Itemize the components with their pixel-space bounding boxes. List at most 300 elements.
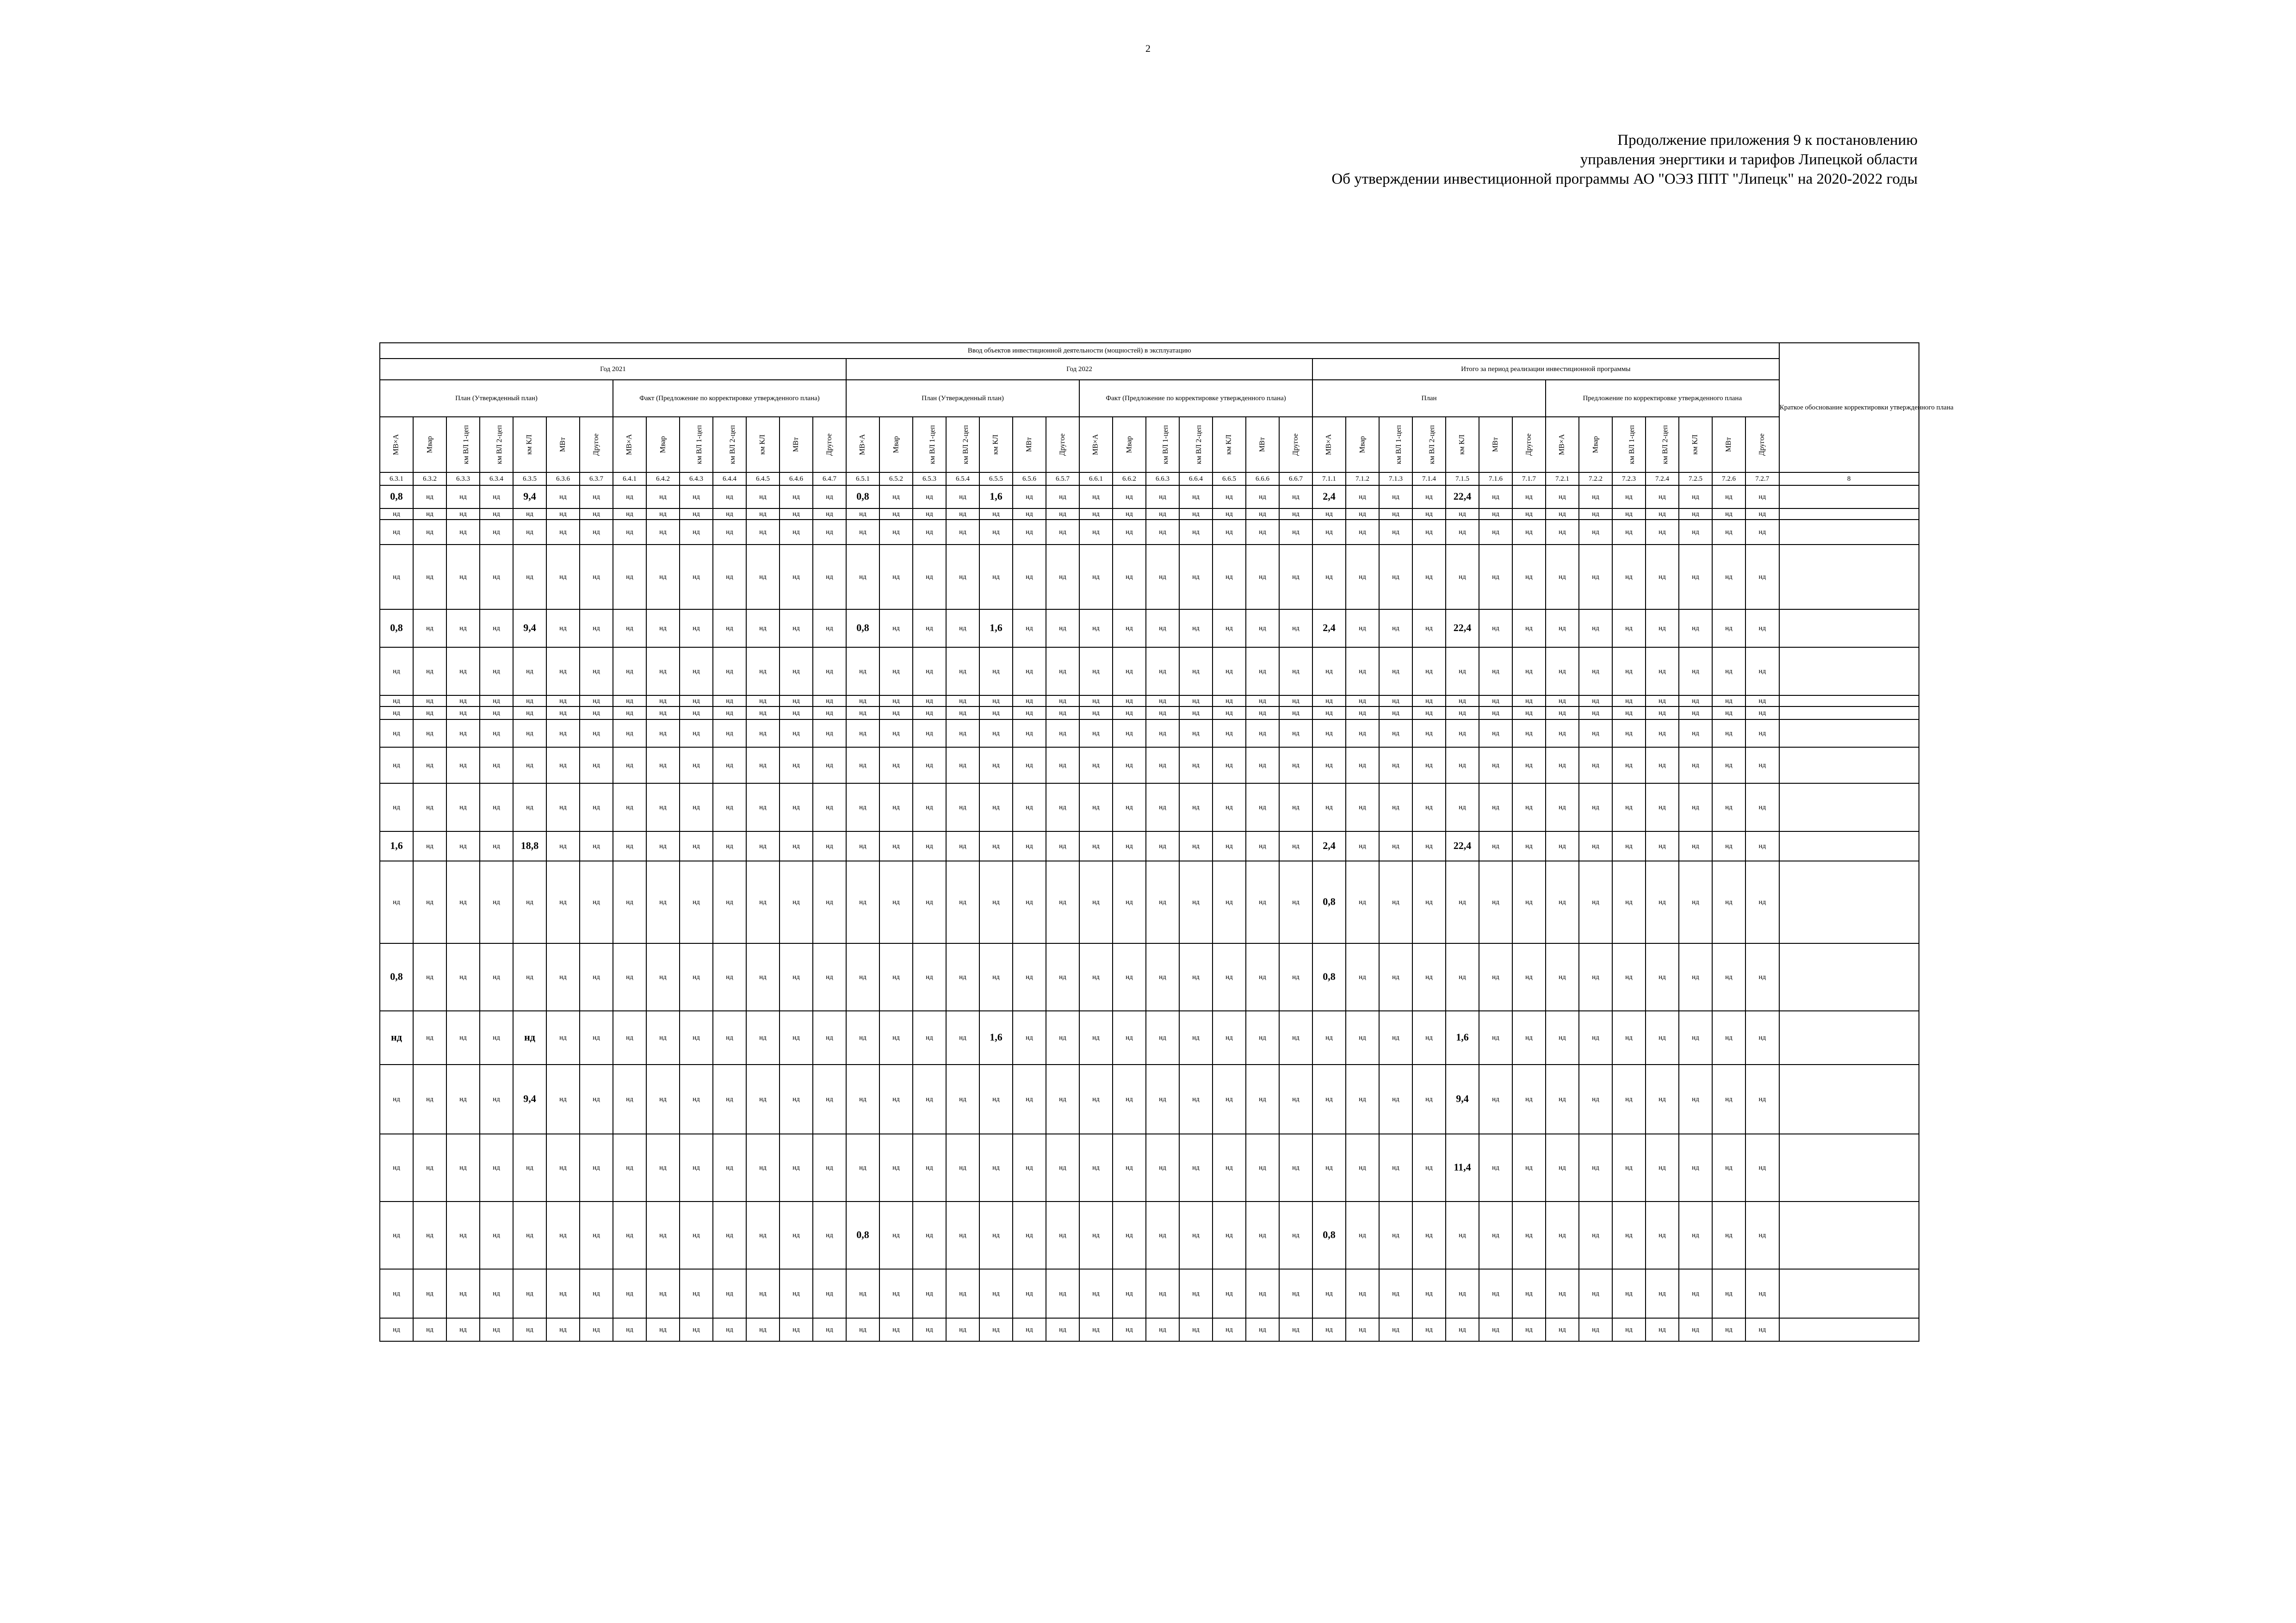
table-cell: нд xyxy=(1312,545,1346,609)
table-cell: нд xyxy=(1213,1269,1246,1318)
table-cell: нд xyxy=(946,747,979,783)
table-cell: нд xyxy=(1512,695,1546,706)
column-index-cell: 6.6.3 xyxy=(1146,472,1179,485)
table-cell: нд xyxy=(1679,719,1712,747)
table-cell: нд xyxy=(1546,831,1579,861)
table-cell: нд xyxy=(1612,719,1646,747)
table-cell: нд xyxy=(1146,1134,1179,1202)
table-cell: нд xyxy=(580,1134,613,1202)
table-cell: нд xyxy=(1679,545,1712,609)
table-cell: нд xyxy=(1479,647,1512,695)
table-cell: нд xyxy=(713,1202,746,1269)
table-cell: нд xyxy=(613,508,646,520)
table-cell: нд xyxy=(1046,861,1079,943)
table-cell: нд xyxy=(446,783,480,831)
unit-label: км КЛ xyxy=(525,434,533,455)
table-cell: нд xyxy=(1046,695,1079,706)
table-cell: нд xyxy=(713,609,746,647)
table-cell: нд xyxy=(1579,783,1612,831)
table-cell: нд xyxy=(1612,520,1646,545)
unit-header-cell xyxy=(1346,417,1379,472)
table-cell: нд xyxy=(513,706,546,719)
table-cell: нд xyxy=(1679,1318,1712,1341)
column-index-cell: 6.3.2 xyxy=(413,472,446,485)
total-period-header: Итого за период реализации инвестиционной программы xyxy=(1312,359,1779,380)
table-cell: нд xyxy=(1679,1065,1712,1134)
table-cell: нд xyxy=(1479,706,1512,719)
table-cell: нд xyxy=(1379,1011,1412,1065)
table-cell: нд xyxy=(613,943,646,1011)
table-cell: нд xyxy=(1146,1202,1179,1269)
table-cell: нд xyxy=(1046,1202,1079,1269)
unit-label: Мвар xyxy=(658,436,667,453)
fact-proposal-2021-header: Факт (Предложение по корректировке утвержденного плана) xyxy=(613,380,846,417)
unit-label: МВ×А xyxy=(625,434,633,455)
table-cell: нд xyxy=(1146,609,1179,647)
table-cell: нд xyxy=(1079,747,1113,783)
table-cell: нд xyxy=(380,1065,413,1134)
table-cell: 0,8 xyxy=(846,1202,879,1269)
table-cell: нд xyxy=(780,943,813,1011)
table-cell: нд xyxy=(680,719,713,747)
table-cell: нд xyxy=(1146,861,1179,943)
table-cell: нд xyxy=(546,861,580,943)
table-cell: нд xyxy=(846,545,879,609)
unit-label: Мвар xyxy=(1125,436,1133,453)
table-cell: нд xyxy=(1479,609,1512,647)
table-cell: нд xyxy=(1279,831,1312,861)
table-cell: нд xyxy=(1579,545,1612,609)
table-cell: нд xyxy=(746,1202,780,1269)
table-cell: нд xyxy=(879,831,913,861)
table-cell: нд xyxy=(1346,1269,1379,1318)
table-cell: нд xyxy=(1246,545,1279,609)
table-cell: 22,4 xyxy=(1446,831,1479,861)
table-cell: нд xyxy=(1346,520,1379,545)
table-cell: нд xyxy=(1113,747,1146,783)
table-cell: нд xyxy=(646,1011,680,1065)
column-index-cell: 6.5.1 xyxy=(846,472,879,485)
unit-header-cell xyxy=(513,417,546,472)
column-index-cell: 6.5.2 xyxy=(879,472,913,485)
table-cell: нд xyxy=(480,1318,513,1341)
table-cell: нд xyxy=(979,520,1013,545)
table-cell: нд xyxy=(1013,861,1046,943)
table-cell: нд xyxy=(813,861,846,943)
table-cell: нд xyxy=(1013,1011,1046,1065)
table-cell: нд xyxy=(1446,719,1479,747)
table-cell: нд xyxy=(979,783,1013,831)
table-cell: нд xyxy=(1745,831,1779,861)
table-cell: нд xyxy=(1546,719,1579,747)
table-cell: нд xyxy=(1179,1269,1213,1318)
table-cell: нд xyxy=(613,1269,646,1318)
unit-header-cell xyxy=(1612,417,1646,472)
unit-label: МВ×А xyxy=(1091,434,1100,455)
table-cell: нд xyxy=(546,485,580,508)
table-cell: нд xyxy=(446,706,480,719)
table-cell: нд xyxy=(613,1134,646,1202)
table-row xyxy=(380,1011,1919,1065)
justification-cell xyxy=(1779,695,1919,706)
header-row-plan-fact xyxy=(380,380,1919,417)
table-cell: нд xyxy=(813,747,846,783)
table-cell: нд xyxy=(780,485,813,508)
table-cell: нд xyxy=(979,861,1013,943)
table-cell: нд xyxy=(1013,783,1046,831)
table-cell: нд xyxy=(1046,647,1079,695)
unit-header-cell xyxy=(413,417,446,472)
table-cell: нд xyxy=(1179,609,1213,647)
table-cell: нд xyxy=(1213,706,1246,719)
unit-header-cell xyxy=(580,417,613,472)
unit-header-cell xyxy=(1446,417,1479,472)
table-cell: 11,4 xyxy=(1446,1134,1479,1202)
table-cell: нд xyxy=(546,719,580,747)
unit-header-cell xyxy=(846,417,879,472)
table-cell: нд xyxy=(813,783,846,831)
table-cell: нд xyxy=(1412,706,1446,719)
table-cell: нд xyxy=(846,1269,879,1318)
table-cell: нд xyxy=(680,609,713,647)
table-cell: нд xyxy=(1346,647,1379,695)
table-cell: нд xyxy=(780,520,813,545)
column-index-cell: 6.3.5 xyxy=(513,472,546,485)
table-cell: нд xyxy=(913,706,946,719)
table-cell: нд xyxy=(813,1011,846,1065)
table-cell: нд xyxy=(1013,508,1046,520)
table-cell: нд xyxy=(580,706,613,719)
table-cell: нд xyxy=(1246,706,1279,719)
unit-header-cell xyxy=(1013,417,1046,472)
table-cell: нд xyxy=(1113,695,1146,706)
table-cell: нд xyxy=(380,1011,413,1065)
table-cell: нд xyxy=(713,545,746,609)
table-cell: нд xyxy=(1679,783,1712,831)
table-cell: нд xyxy=(979,545,1013,609)
table-cell: нд xyxy=(546,1202,580,1269)
table-cell: нд xyxy=(546,747,580,783)
table-cell: нд xyxy=(446,485,480,508)
table-cell: нд xyxy=(1379,647,1412,695)
table-cell: нд xyxy=(1412,943,1446,1011)
table-cell: 9,4 xyxy=(513,485,546,508)
unit-header-cell xyxy=(1046,417,1079,472)
table-cell: нд xyxy=(1113,1134,1146,1202)
table-cell: нд xyxy=(1179,1011,1213,1065)
table-cell: нд xyxy=(913,861,946,943)
table-row xyxy=(380,520,1919,545)
table-cell: нд xyxy=(913,508,946,520)
table-cell: нд xyxy=(680,1011,713,1065)
table-cell: нд xyxy=(1479,831,1512,861)
table-cell: нд xyxy=(1412,1318,1446,1341)
unit-label: Мвар xyxy=(1591,436,1599,453)
table-cell: нд xyxy=(1146,943,1179,1011)
table-cell: нд xyxy=(446,719,480,747)
table-cell: нд xyxy=(1312,508,1346,520)
table-cell: нд xyxy=(1512,1269,1546,1318)
table-cell: нд xyxy=(1612,1318,1646,1341)
table-cell: нд xyxy=(546,1134,580,1202)
table-cell: нд xyxy=(846,1134,879,1202)
table-cell: нд xyxy=(1646,695,1679,706)
column-index-cell: 6.4.6 xyxy=(780,472,813,485)
table-cell: нд xyxy=(746,747,780,783)
table-cell: нд xyxy=(1179,520,1213,545)
table-cell: нд xyxy=(1179,1202,1213,1269)
table-cell: 0,8 xyxy=(380,485,413,508)
table-cell: нд xyxy=(646,783,680,831)
table-cell: нд xyxy=(1346,831,1379,861)
table-cell: нд xyxy=(613,1202,646,1269)
table-cell: 1,6 xyxy=(979,1011,1013,1065)
table-cell: нд xyxy=(613,747,646,783)
table-cell: нд xyxy=(1546,520,1579,545)
table-cell: нд xyxy=(646,1318,680,1341)
table-cell: нд xyxy=(1412,1269,1446,1318)
table-cell: нд xyxy=(680,747,713,783)
table-cell: нд xyxy=(1079,1202,1113,1269)
table-cell: 0,8 xyxy=(1312,861,1346,943)
table-cell: нд xyxy=(846,1011,879,1065)
table-cell: нд xyxy=(580,545,613,609)
table-cell: 22,4 xyxy=(1446,485,1479,508)
table-cell: нд xyxy=(413,1011,446,1065)
table-cell: нд xyxy=(1179,1065,1213,1134)
table-cell: нд xyxy=(646,831,680,861)
table-cell: нд xyxy=(913,1134,946,1202)
table-cell: нд xyxy=(413,1318,446,1341)
table-cell: нд xyxy=(1246,520,1279,545)
table-cell: нд xyxy=(1412,1202,1446,1269)
table-cell: нд xyxy=(1546,747,1579,783)
unit-label: км КЛ xyxy=(1458,434,1466,455)
table-cell: нд xyxy=(1079,783,1113,831)
unit-header-cell xyxy=(1546,417,1579,472)
table-cell: нд xyxy=(1346,609,1379,647)
table-cell: нд xyxy=(1712,943,1745,1011)
table-cell: нд xyxy=(1412,861,1446,943)
table-cell: нд xyxy=(1512,609,1546,647)
table-cell: нд xyxy=(1013,609,1046,647)
table-cell: нд xyxy=(1446,706,1479,719)
table-cell: нд xyxy=(780,1011,813,1065)
table-cell: нд xyxy=(1579,831,1612,861)
table-cell: нд xyxy=(680,545,713,609)
table-cell: нд xyxy=(1079,1134,1113,1202)
table-cell: нд xyxy=(1013,485,1046,508)
table-row xyxy=(380,485,1919,508)
table-cell: нд xyxy=(846,747,879,783)
table-cell: нд xyxy=(1712,1134,1745,1202)
table-cell: нд xyxy=(1113,508,1146,520)
table-cell: нд xyxy=(1046,831,1079,861)
table-cell: нд xyxy=(1279,943,1312,1011)
table-cell: нд xyxy=(979,695,1013,706)
table-cell: нд xyxy=(613,1318,646,1341)
table-cell: нд xyxy=(879,861,913,943)
table-cell: нд xyxy=(1412,545,1446,609)
column-index-cell: 6.6.2 xyxy=(1113,472,1146,485)
unit-label: Мвар xyxy=(425,436,433,453)
justification-cell xyxy=(1779,706,1919,719)
justification-cell xyxy=(1779,545,1919,609)
table-cell: нд xyxy=(946,1318,979,1341)
table-cell: нд xyxy=(646,1065,680,1134)
table-cell: нд xyxy=(1446,861,1479,943)
table-cell: нд xyxy=(1479,545,1512,609)
table-cell: нд xyxy=(1412,1134,1446,1202)
table-cell: нд xyxy=(979,1318,1013,1341)
table-cell: нд xyxy=(1646,609,1679,647)
table-cell: нд xyxy=(1745,695,1779,706)
table-cell: нд xyxy=(413,706,446,719)
table-cell: нд xyxy=(1479,783,1512,831)
table-cell: нд xyxy=(580,695,613,706)
table-cell: нд xyxy=(746,647,780,695)
table-cell: нд xyxy=(913,1269,946,1318)
table-cell: нд xyxy=(1312,520,1346,545)
table-cell: нд xyxy=(1712,783,1745,831)
table-row xyxy=(380,1269,1919,1318)
table-cell: нд xyxy=(1346,1202,1379,1269)
unit-label: км ВЛ 2-цеп xyxy=(1428,425,1436,464)
table-cell: нд xyxy=(1712,609,1745,647)
justification-cell xyxy=(1779,609,1919,647)
table-cell: нд xyxy=(446,545,480,609)
column-index-cell: 7.2.1 xyxy=(1546,472,1579,485)
table-cell: нд xyxy=(1579,861,1612,943)
unit-label: Другое xyxy=(825,433,833,456)
unit-header-cell xyxy=(1712,417,1745,472)
table-cell: нд xyxy=(1712,545,1745,609)
table-cell: нд xyxy=(1246,695,1279,706)
table-cell: нд xyxy=(813,719,846,747)
justification-cell xyxy=(1779,1202,1919,1269)
table-cell: нд xyxy=(946,647,979,695)
table-cell: нд xyxy=(1479,508,1512,520)
table-cell: нд xyxy=(1146,1269,1179,1318)
table-cell: нд xyxy=(1213,719,1246,747)
header-row-units xyxy=(380,417,1919,472)
table-cell: нд xyxy=(1412,747,1446,783)
table-cell: нд xyxy=(1379,609,1412,647)
table-cell: нд xyxy=(1379,1065,1412,1134)
table-cell: нд xyxy=(646,485,680,508)
table-cell: нд xyxy=(879,1134,913,1202)
table-cell: нд xyxy=(1479,695,1512,706)
table-cell: нд xyxy=(1246,1202,1279,1269)
unit-label: км КЛ xyxy=(758,434,767,455)
table-cell: нд xyxy=(1745,485,1779,508)
unit-header-cell xyxy=(446,417,480,472)
table-cell: нд xyxy=(946,485,979,508)
column-index-cell: 6.5.4 xyxy=(946,472,979,485)
table-cell: нд xyxy=(780,1318,813,1341)
table-cell: нд xyxy=(680,1065,713,1134)
table-cell: нд xyxy=(613,485,646,508)
table-cell: нд xyxy=(1412,1011,1446,1065)
table-cell: нд xyxy=(1279,545,1312,609)
unit-header-cell xyxy=(780,417,813,472)
table-cell: нд xyxy=(1013,520,1046,545)
table-cell: нд xyxy=(1579,1134,1612,1202)
unit-label: км КЛ xyxy=(1691,434,1699,455)
unit-header-cell xyxy=(546,417,580,472)
table-cell: 0,8 xyxy=(1312,1202,1346,1269)
table-cell: нд xyxy=(1379,1134,1412,1202)
table-cell: нд xyxy=(1646,1269,1679,1318)
table-cell: нд xyxy=(1479,1202,1512,1269)
table-cell: нд xyxy=(1479,485,1512,508)
table-cell: 0,8 xyxy=(380,609,413,647)
table-cell: нд xyxy=(1479,943,1512,1011)
table-cell: нд xyxy=(680,861,713,943)
table-cell: нд xyxy=(813,1065,846,1134)
table-cell: нд xyxy=(713,520,746,545)
table-cell: нд xyxy=(746,1269,780,1318)
table-cell: нд xyxy=(979,706,1013,719)
table-cell: нд xyxy=(1646,706,1679,719)
table-cell: нд xyxy=(979,943,1013,1011)
table-cell: нд xyxy=(1579,647,1612,695)
table-cell: нд xyxy=(480,485,513,508)
unit-label: Мвар xyxy=(1358,436,1366,453)
unit-header-cell xyxy=(1079,417,1113,472)
justification-cell xyxy=(1779,1318,1919,1341)
table-cell: нд xyxy=(1246,609,1279,647)
table-cell: нд xyxy=(446,520,480,545)
table-cell: 9,4 xyxy=(513,1065,546,1134)
column-index-cell: 7.2.2 xyxy=(1579,472,1612,485)
table-cell: нд xyxy=(1512,1202,1546,1269)
table-row xyxy=(380,1318,1919,1341)
table-cell: нд xyxy=(1146,747,1179,783)
table-cell: нд xyxy=(1512,508,1546,520)
table-cell: нд xyxy=(1113,609,1146,647)
table-cell: нд xyxy=(646,695,680,706)
table-cell: нд xyxy=(1712,520,1745,545)
column-index-cell: 7.1.6 xyxy=(1479,472,1512,485)
table-cell: нд xyxy=(1246,1269,1279,1318)
table-cell: нд xyxy=(1412,647,1446,695)
table-cell: нд xyxy=(1412,783,1446,831)
table-cell: нд xyxy=(646,747,680,783)
table-cell: нд xyxy=(646,943,680,1011)
column-index-cell: 7.2.5 xyxy=(1679,472,1712,485)
table-cell: нд xyxy=(846,783,879,831)
table-cell: нд xyxy=(646,1269,680,1318)
table-cell: нд xyxy=(1079,520,1113,545)
table-cell: нд xyxy=(1013,719,1046,747)
table-cell: нд xyxy=(546,1011,580,1065)
table-cell: нд xyxy=(1579,1065,1612,1134)
table-cell: нд xyxy=(1712,831,1745,861)
column-index-cell: 7.1.4 xyxy=(1412,472,1446,485)
table-cell: нд xyxy=(1579,485,1612,508)
appendix-note-line-3: Об утверждении инвестиционной программы АО "ОЭЗ ППТ "Липецк" на 2020-2022 годы xyxy=(1331,171,1918,187)
table-cell: 0,8 xyxy=(380,943,413,1011)
table-cell: нд xyxy=(680,1318,713,1341)
appendix-note xyxy=(1331,130,1918,189)
column-index-cell: 6.3.3 xyxy=(446,472,480,485)
table-cell: нд xyxy=(1579,706,1612,719)
table-cell: нд xyxy=(613,719,646,747)
table-cell: нд xyxy=(1546,1065,1579,1134)
table-cell: нд xyxy=(1013,647,1046,695)
table-cell: нд xyxy=(846,647,879,695)
